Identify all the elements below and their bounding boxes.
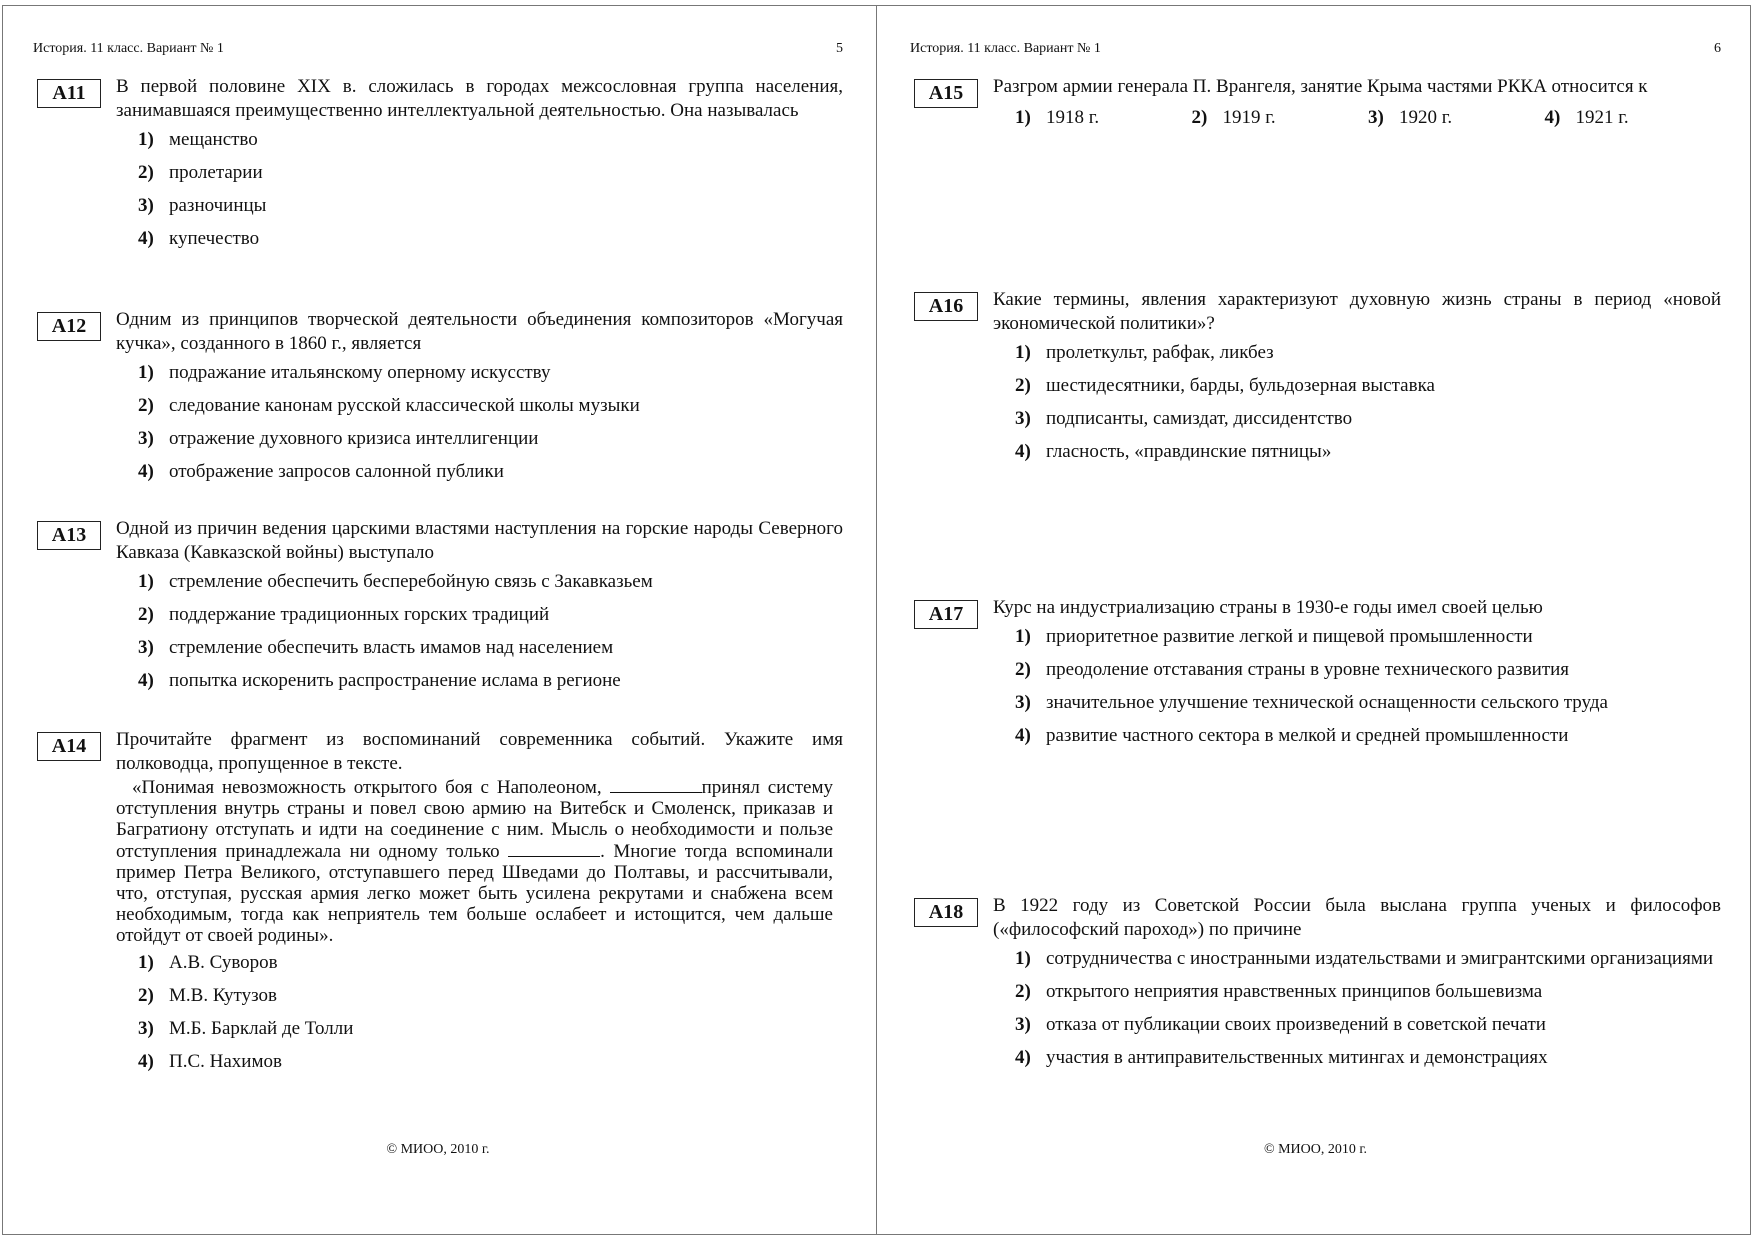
- answer-option[interactable]: [1015, 342, 1721, 364]
- footer-copyright: © МИОО, 2010 г.: [1263, 1142, 1368, 1157]
- option-text: попытка искоренить распространение ислама в регионе: [169, 670, 621, 691]
- option-text: отказа от публикации своих произведений в советской печати: [1046, 1014, 1546, 1035]
- question-a18: [914, 894, 1721, 1080]
- running-header: [910, 41, 1721, 59]
- answer-option[interactable]: [1015, 948, 1721, 970]
- question-text: Курс на индустриализацию страны в 1930-е годы имел своей целью: [993, 597, 1543, 618]
- option-text: стремление обеспечить бесперебойную связь с Закавказьем: [169, 571, 653, 592]
- option-number: 1): [1015, 342, 1031, 363]
- option-text: участия в антиправительственных митингах и демонстрациях: [1046, 1047, 1548, 1068]
- option-text: подписанты, самиздат, диссидентство: [1046, 408, 1353, 429]
- question-text: В первой половине XIX в. сложилась в городах межсословная группа населения, занимавшаяся преимущественно интеллектуальной деятельностью. Она называлась: [116, 76, 843, 121]
- option-number: 1): [1015, 626, 1031, 647]
- answer-options: [138, 571, 843, 692]
- question-label: А17: [914, 600, 978, 629]
- option-text: М.В. Кутузов: [169, 985, 277, 1006]
- answer-option[interactable]: [138, 571, 843, 593]
- question-label: А13: [37, 521, 101, 550]
- option-text: 1920 г.: [1399, 107, 1453, 128]
- option-text: А.В. Суворов: [169, 952, 278, 973]
- option-text: пролеткульт, рабфак, ликбез: [1046, 342, 1274, 363]
- answer-option[interactable]: [138, 637, 843, 659]
- option-text: гласность, «правдинские пятницы»: [1046, 441, 1332, 462]
- header-title: История. 11 класс. Вариант № 1: [910, 41, 1101, 56]
- option-number: 4): [138, 1051, 154, 1072]
- option-number: 2): [138, 395, 154, 416]
- option-text: значительное улучшение технической оснащенности сельского труда: [1046, 692, 1608, 713]
- page-5: [0, 0, 876, 1239]
- answer-option[interactable]: [138, 952, 843, 974]
- option-text: подражание итальянскому оперному искусству: [169, 362, 551, 383]
- answer-options: [138, 952, 843, 1073]
- quote-text: принял систему отступления внутрь страны и повел свою армию на Витебск и Смоленск, приказав и Багратиону отступать и идти на соединение с ним. Мысль о необходимости и пользе отступления принадлежала ни одному только: [116, 777, 833, 862]
- option-number: 2): [1015, 659, 1031, 680]
- answer-option[interactable]: [1015, 441, 1721, 463]
- answer-option[interactable]: [1368, 107, 1545, 129]
- question-a16: [914, 288, 1721, 474]
- answer-option[interactable]: [1192, 107, 1369, 129]
- option-number: 1): [1015, 107, 1031, 128]
- option-number: 2): [1015, 375, 1031, 396]
- option-text: разночинцы: [169, 195, 267, 216]
- option-text: сотрудничества с иностранными издательствами и эмигрантскими организациями: [1046, 948, 1714, 969]
- answer-options: [1015, 626, 1721, 747]
- quote-text: «Понимая невозможность открытого боя с Наполеоном,: [132, 777, 602, 798]
- option-number: 4): [138, 670, 154, 691]
- answer-option[interactable]: [138, 428, 843, 450]
- answer-option[interactable]: [1015, 408, 1721, 430]
- question-text: Одной из причин ведения царскими властями наступления на горские народы Северного Кавказа (Кавказской войны) выступало: [116, 518, 843, 563]
- option-number: 2): [1191, 107, 1208, 128]
- option-number: 4): [138, 461, 154, 482]
- question-label: А11: [37, 79, 101, 108]
- question-label: А15: [914, 79, 978, 108]
- header-title: История. 11 класс. Вариант № 1: [33, 41, 224, 56]
- answer-blank: [508, 840, 600, 857]
- option-number: 3): [1015, 408, 1031, 429]
- answer-blank: [610, 776, 702, 793]
- footer-copyright: © МИОО, 2010 г.: [386, 1142, 490, 1157]
- option-number: 4): [138, 228, 154, 249]
- answer-option[interactable]: [138, 395, 843, 417]
- option-text: преодоление отставания страны в уровне технического развития: [1046, 659, 1570, 680]
- answer-option[interactable]: [1015, 1014, 1721, 1036]
- option-text: следование канонам русской классической школы музыки: [169, 395, 640, 416]
- question-a11: [37, 75, 843, 261]
- option-text: поддержание традиционных горских традиций: [169, 604, 550, 625]
- page-6: [877, 0, 1754, 1239]
- option-number: 4): [1015, 725, 1031, 746]
- option-number: 1): [138, 362, 154, 383]
- option-number: 3): [138, 1018, 154, 1039]
- option-text: шестидесятники, барды, бульдозерная выставка: [1046, 375, 1435, 396]
- answer-option[interactable]: [138, 362, 843, 384]
- page-number: 5: [836, 41, 843, 56]
- answer-option[interactable]: [1545, 107, 1722, 129]
- question-text: Одним из принципов творческой деятельности объединения композиторов «Могучая кучка», созданного в 1860 г., является: [116, 309, 843, 354]
- question-text: Разгром армии генерала П. Врангеля, занятие Крыма частями РККА относится к: [993, 76, 1648, 97]
- option-text: купечество: [169, 228, 260, 249]
- option-number: 3): [1015, 1014, 1031, 1035]
- answer-option[interactable]: [138, 670, 843, 692]
- option-number: 3): [138, 637, 154, 658]
- option-text: стремление обеспечить власть имамов над населением: [169, 637, 614, 658]
- option-text: П.С. Нахимов: [169, 1051, 282, 1072]
- answer-option[interactable]: [138, 604, 843, 626]
- question-text: Прочитайте фрагмент из воспоминаний современника событий. Укажите имя полководца, пропущенное в тексте.: [116, 729, 843, 774]
- answer-option[interactable]: [138, 1051, 843, 1073]
- question-label: А12: [37, 312, 101, 341]
- answer-option[interactable]: [1015, 626, 1721, 648]
- question-text: Какие термины, явления характеризуют духовную жизнь страны в период «новой экономической политики»?: [993, 289, 1721, 334]
- answer-option[interactable]: [138, 985, 843, 1007]
- running-header: [33, 41, 843, 59]
- answer-option[interactable]: [1015, 1047, 1721, 1069]
- option-text: пролетарии: [169, 162, 263, 183]
- option-number: 2): [138, 985, 154, 1006]
- question-label: А14: [37, 732, 101, 761]
- option-text: отображение запросов салонной публики: [169, 461, 504, 482]
- option-text: 1921 г.: [1575, 107, 1629, 128]
- question-label: А18: [914, 898, 978, 927]
- option-number: 1): [138, 129, 154, 150]
- answer-options: [1015, 107, 1721, 129]
- option-number: 3): [1368, 107, 1384, 128]
- option-number: 2): [1015, 981, 1031, 1002]
- answer-option[interactable]: [138, 129, 843, 151]
- answer-option[interactable]: [138, 1018, 843, 1040]
- option-number: 4): [1015, 441, 1031, 462]
- question-a12: [37, 308, 843, 494]
- answer-options: [1015, 342, 1721, 463]
- answer-option[interactable]: [1015, 375, 1721, 397]
- option-number: 2): [138, 604, 154, 625]
- question-label: А16: [914, 292, 978, 321]
- answer-option[interactable]: [138, 162, 843, 184]
- option-number: 3): [1015, 692, 1031, 713]
- option-number: 4): [1015, 1047, 1031, 1068]
- option-number: 1): [138, 571, 154, 592]
- option-text: развитие частного сектора в мелкой и средней промышленности: [1046, 725, 1569, 746]
- option-number: 4): [1544, 107, 1561, 128]
- page-number: 6: [1714, 41, 1721, 56]
- option-text: 1918 г.: [1046, 107, 1100, 128]
- quote-text: . Многие тогда вспоминали пример Петра Великого, отступавшего перед Шведами до Полтавы, и рассчитывали, что, отступая, русская армия легко может быть усилена рекрутами и снабжена всем необходимым, тогда как неприятель тем больше ослабеет и истощится, чем дальше отойдут от своей родины».: [116, 841, 834, 946]
- option-text: открытого неприятия нравственных принципов большевизма: [1046, 981, 1543, 1002]
- answer-option[interactable]: [1015, 981, 1721, 1003]
- answer-option[interactable]: [1015, 107, 1192, 129]
- answer-option[interactable]: [1015, 659, 1721, 681]
- option-number: 3): [138, 428, 154, 449]
- option-number: 3): [138, 195, 154, 216]
- answer-option[interactable]: [138, 195, 843, 217]
- answer-options: [1015, 948, 1721, 1069]
- question-a15: [914, 75, 1721, 129]
- answer-options: [138, 129, 843, 250]
- answer-options: [138, 362, 843, 483]
- option-number: 2): [138, 162, 154, 183]
- answer-option[interactable]: [138, 228, 843, 250]
- option-number: 1): [1015, 948, 1031, 969]
- option-text: мещанство: [169, 129, 258, 150]
- source-quote: [116, 776, 833, 946]
- option-text: М.Б. Барклай де Толли: [169, 1018, 354, 1039]
- answer-option[interactable]: [138, 461, 843, 483]
- option-text: отражение духовного кризиса интеллигенции: [169, 428, 539, 449]
- question-a17: [914, 596, 1721, 758]
- answer-option[interactable]: [1015, 725, 1721, 747]
- question-a13: [37, 517, 843, 703]
- option-text: 1919 г.: [1222, 107, 1276, 128]
- question-a14: [37, 728, 843, 1084]
- option-text: приоритетное развитие легкой и пищевой промышленности: [1046, 626, 1533, 647]
- option-number: 1): [138, 952, 154, 973]
- answer-option[interactable]: [1015, 692, 1721, 714]
- question-text: В 1922 году из Советской России была выслана группа ученых и философов («философский пароход») по причине: [993, 895, 1721, 940]
